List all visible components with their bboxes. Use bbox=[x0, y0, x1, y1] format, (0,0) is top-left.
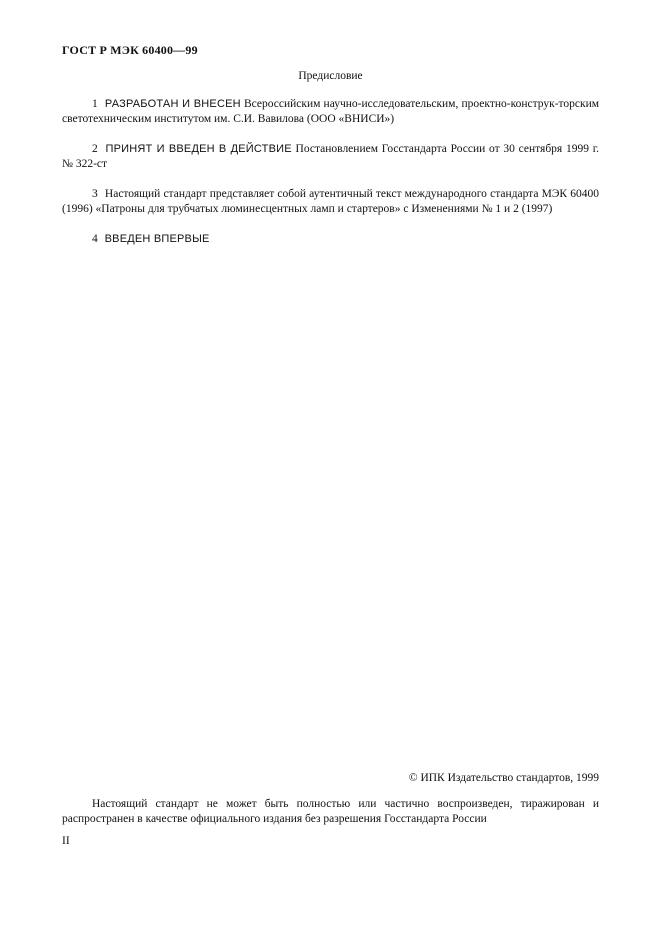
item-text: Постановлением Госстандарта России от 30 сентября 1999 г. № 322-ст bbox=[62, 143, 600, 170]
item-text: Всероссийским научно-исследовательским, проектно-конструк-торским светотехническим институтом им. С.И. Вавилова (ООО «ВНИСИ») bbox=[62, 98, 600, 125]
foreword-item-1 bbox=[62, 97, 599, 127]
item-number: 4 bbox=[92, 233, 98, 245]
foreword-title: Предисловие bbox=[298, 70, 363, 82]
copyright-notice: © ИПК Издательство стандартов, 1999 bbox=[408, 772, 599, 784]
foreword-content bbox=[62, 97, 599, 262]
item-number: 1 bbox=[92, 98, 98, 110]
document-header-id: ГОСТ Р МЭК 60400—99 bbox=[62, 43, 198, 57]
item-caps-heading: РАЗРАБОТАН И ВНЕСЕН bbox=[104, 98, 241, 110]
page-number: II bbox=[62, 835, 70, 847]
foreword-item-2 bbox=[62, 142, 599, 172]
reproduction-notice: Настоящий стандарт не может быть полностью или частично воспроизведен, тиражирован и распространен в качестве официального издания без разрешения Госстандарта России bbox=[62, 798, 599, 825]
item-caps-heading: ПРИНЯТ И ВВЕДЕН В ДЕЙСТВИЕ bbox=[105, 143, 292, 155]
item-number: 3 bbox=[92, 188, 98, 200]
item-caps-heading: ВВЕДЕН ВПЕРВЫЕ bbox=[104, 233, 210, 245]
foreword-item-3 bbox=[62, 187, 599, 217]
item-text: Настоящий стандарт представляет собой аутентичный текст международного стандарта МЭК 60400 (1996) «Патроны для трубчатых люминесцентных ламп и стартеров» с Изменениями № 1 и 2 (1997) bbox=[62, 188, 600, 215]
item-number: 2 bbox=[92, 143, 98, 155]
foreword-item-4 bbox=[62, 232, 599, 247]
